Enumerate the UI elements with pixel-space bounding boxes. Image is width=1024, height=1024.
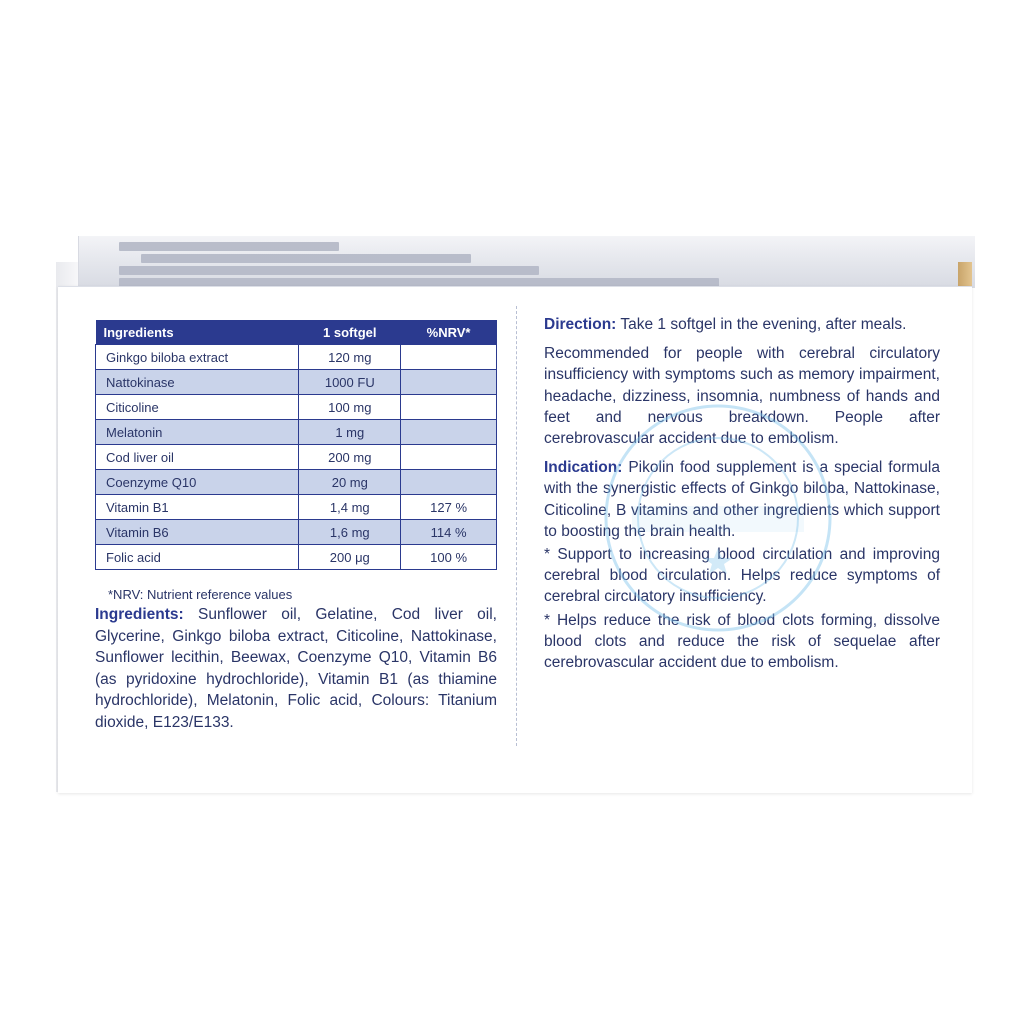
- table-header-ingredients: Ingredients: [96, 320, 299, 345]
- ingredients-label: Ingredients:: [95, 606, 184, 623]
- right-column: [544, 314, 940, 675]
- column-divider: [516, 306, 517, 746]
- table-row: [96, 395, 497, 420]
- table-cell-amount: 100 mg: [299, 395, 401, 420]
- table-row: [96, 545, 497, 570]
- table-cell-amount: 1 mg: [299, 420, 401, 445]
- table-cell-nrv: [401, 395, 497, 420]
- table-cell-nrv: 114 %: [401, 520, 497, 545]
- table-row: [96, 345, 497, 370]
- direction-label: Direction:: [544, 316, 617, 333]
- table-cell-name: Vitamin B6: [96, 520, 299, 545]
- direction-text: Take 1 softgel in the evening, after meals.: [616, 316, 907, 333]
- direction-paragraph: [544, 314, 940, 335]
- table-header-row: [96, 320, 497, 345]
- table-cell-nrv: [401, 445, 497, 470]
- table-cell-name: Melatonin: [96, 420, 299, 445]
- indication-paragraph: [544, 457, 940, 542]
- ingredients-text: Sunflower oil, Gelatine, Cod liver oil, Glycerine, Ginkgo biloba extract, Citicoline, Nattokinase, Sunflower lecithin, Beewax, Coenzyme Q10, Vitamin B6 (as pyridoxine hydrochloride), Vitamin B1 (as thiamine hydrochloride), Melatonin, Folic acid, Colours: Titanium dioxide, E123/E133.: [95, 606, 497, 731]
- nrv-footnote: *NRV: Nutrient reference values: [108, 587, 293, 602]
- table-cell-name: Coenzyme Q10: [96, 470, 299, 495]
- table-cell-amount: 200 mg: [299, 445, 401, 470]
- table-cell-nrv: 100 %: [401, 545, 497, 570]
- table-cell-amount: 1,6 mg: [299, 520, 401, 545]
- table-cell-nrv: [401, 345, 497, 370]
- nutrition-table: [95, 320, 497, 570]
- table-cell-amount: 200 μg: [299, 545, 401, 570]
- table-row: [96, 445, 497, 470]
- table-cell-amount: 120 mg: [299, 345, 401, 370]
- table-cell-nrv: [401, 370, 497, 395]
- table-cell-name: Ginkgo biloba extract: [96, 345, 299, 370]
- table-cell-name: Cod liver oil: [96, 445, 299, 470]
- table-cell-name: Folic acid: [96, 545, 299, 570]
- flap-shadow: [79, 236, 975, 288]
- indication-text: Pikolin food supplement is a special formula with the synergistic effects of Ginkgo biloba, Nattokinase, Citicoline, B vitamins and other ingredients which support to boosting the brain health.: [544, 459, 940, 540]
- table-cell-name: Nattokinase: [96, 370, 299, 395]
- table-cell-nrv: [401, 470, 497, 495]
- table-row: [96, 520, 497, 545]
- table-cell-amount: 1,4 mg: [299, 495, 401, 520]
- table-cell-name: Citicoline: [96, 395, 299, 420]
- benefit-item: * Support to increasing blood circulation and improving cerebral blood circulation. Helps reduce symptoms of cerebral circulatory insufficiency.: [544, 546, 940, 606]
- indication-label: Indication:: [544, 459, 623, 477]
- benefit-item: * Helps reduce the risk of blood clots forming, dissolve blood clots and reduce the risk of sequelae after cerebrovascular accident due to embolism.: [544, 611, 940, 672]
- table-header-softgel: 1 softgel: [299, 320, 401, 345]
- recommended-paragraph: Recommended for people with cerebral circulatory insufficiency with symptoms such as memory impairment, headache, dizziness, insomnia, numbness of hands and feet and nervous breakdown. People after cerebrovascular accident due to embolism.: [544, 345, 940, 448]
- table-row: [96, 470, 497, 495]
- table-row: [96, 420, 497, 445]
- table-cell-name: Vitamin B1: [96, 495, 299, 520]
- table-cell-amount: 1000 FU: [299, 370, 401, 395]
- table-row: [96, 370, 497, 395]
- table-header-nrv: %NRV*: [401, 320, 497, 345]
- table-cell-nrv: 127 %: [401, 495, 497, 520]
- box-top-flap: [78, 236, 975, 288]
- table-cell-amount: 20 mg: [299, 470, 401, 495]
- table-cell-nrv: [401, 420, 497, 445]
- ingredients-paragraph: [95, 604, 497, 733]
- table-row: [96, 495, 497, 520]
